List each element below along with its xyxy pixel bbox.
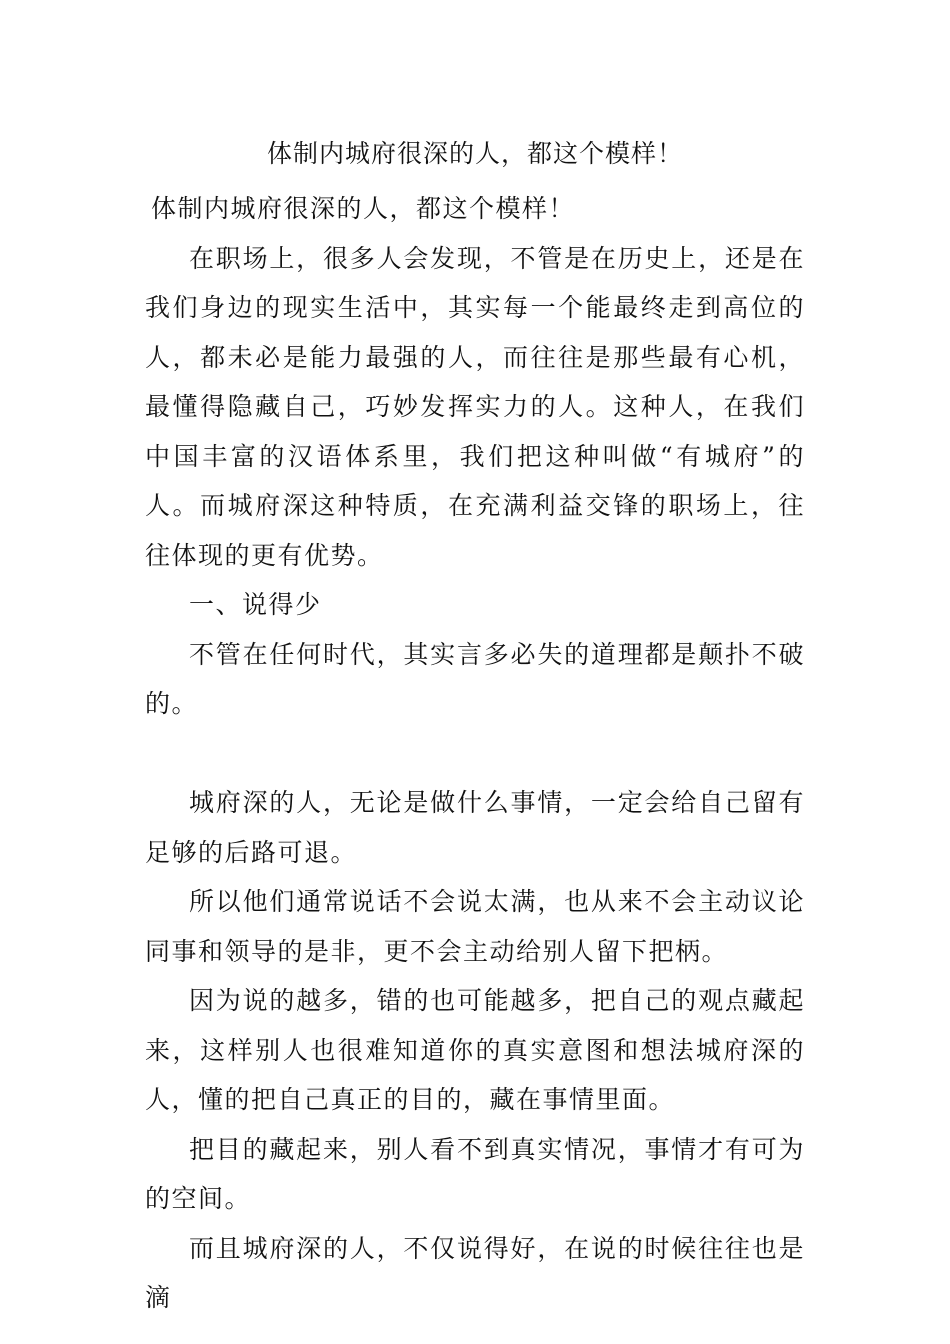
paragraph: 不管在任何时代，其实言多必失的道理都是颠扑不破的。 bbox=[145, 639, 805, 718]
section-heading: 一、说得少 bbox=[189, 590, 322, 619]
subtitle: 体制内城府很深的人，都这个模样！ bbox=[151, 194, 576, 223]
paragraph: 所以他们通常说话不会说太满，也从来不会主动议论同事和领导的是非，更不会主动给别人留下把柄。 bbox=[145, 887, 805, 966]
blank-line bbox=[145, 729, 805, 779]
paragraph: 城府深的人，无论是做什么事情，一定会给自己留有足够的后路可退。 bbox=[145, 788, 805, 867]
page-title: 体制内城府很深的人，都这个模样！ bbox=[266, 139, 683, 168]
paragraph: 因为说的越多，错的也可能越多，把自己的观点藏起来，这样别人也很难知道你的真实意图和想法城府深的人，懂的把自己真正的目的，藏在事情里面。 bbox=[145, 986, 805, 1114]
document-body bbox=[145, 184, 805, 1323]
paragraph: 而且城府深的人，不仅说得好，在说的时候往往也是滴 bbox=[145, 1233, 805, 1312]
paragraph-intro: 在职场上，很多人会发现，不管是在历史上，还是在我们身边的现实生活中，其实每一个能最终走到高位的人，都未必是能力最强的人，而往往是那些最有心机，最懂得隐藏自己，巧妙发挥实力的人。这种人，在我们中国丰富的汉语体系里，我们把这种叫做“有城府”的人。而城府深这种特质，在充满利益交锋的职场上，往往体现的更有优势。 bbox=[145, 243, 805, 570]
paragraph: 把目的藏起来，别人看不到真实情况，事情才有可为的空间。 bbox=[145, 1134, 805, 1213]
